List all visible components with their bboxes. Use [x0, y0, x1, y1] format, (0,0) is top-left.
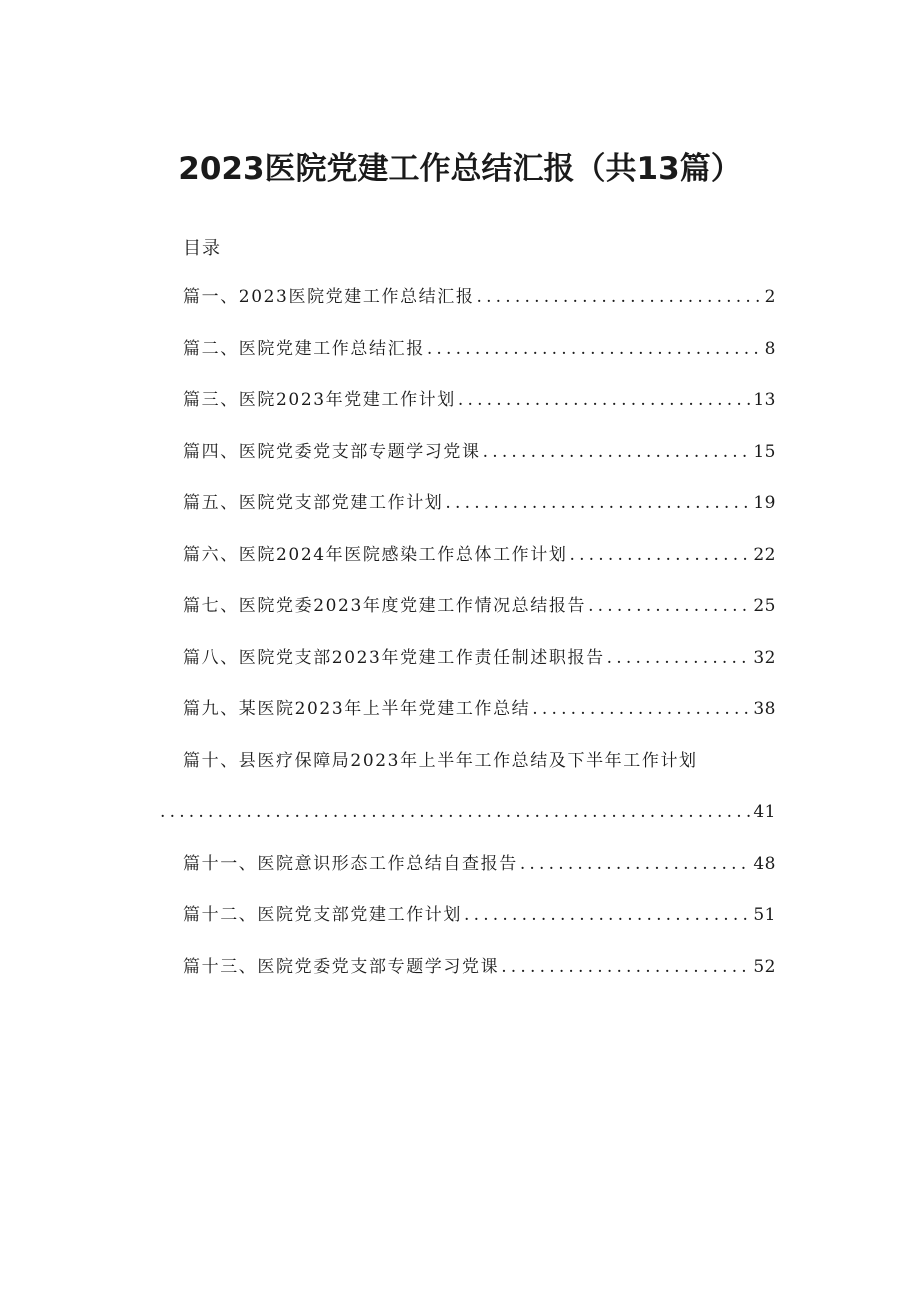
toc-leader-dots [588, 593, 751, 619]
toc-entry-12[interactable] [160, 902, 776, 954]
toc-entry-page: 2 [764, 287, 776, 307]
toc-heading: 目录 [183, 238, 221, 259]
toc-entry-7[interactable] [160, 593, 776, 645]
toc-entry-4[interactable] [160, 439, 776, 491]
toc-leader-dots [532, 696, 751, 722]
toc-leader-dots [607, 645, 752, 671]
toc-entry-page: 48 [753, 853, 776, 874]
toc-entry-page: 8 [764, 338, 776, 359]
toc-entry-page: 38 [753, 699, 776, 719]
toc-entry-label: 篇一、2023医院党建工作总结汇报 [183, 287, 475, 307]
toc-leader-dots [445, 490, 751, 516]
toc-entry-5[interactable] [160, 490, 776, 542]
toc-entry-11[interactable] [160, 851, 776, 903]
toc-entry-label: 篇三、医院2023年党建工作计划 [183, 390, 456, 410]
toc-leader-dots [520, 851, 752, 877]
toc-entry-page: 41 [753, 802, 776, 822]
toc-entry-label: 篇十二、医院党支部党建工作计划 [183, 905, 462, 925]
toc-entry-label: 篇八、医院党支部2023年党建工作责任制述职报告 [183, 647, 605, 668]
toc-entry-page: 52 [753, 956, 776, 977]
toc-entry-1[interactable] [160, 284, 776, 336]
toc-entry-page: 19 [753, 493, 776, 513]
toc-leader-dots [458, 387, 751, 413]
toc-entry-label: 篇二、医院党建工作总结汇报 [183, 338, 425, 359]
toc-entry-page: 15 [753, 441, 776, 462]
toc-entry-13[interactable] [160, 954, 776, 1006]
toc-entry-8[interactable] [160, 645, 776, 697]
toc-entry-label: 篇五、医院党支部党建工作计划 [183, 493, 444, 513]
toc-leader-dots [483, 439, 752, 465]
toc-entry-2[interactable] [160, 336, 776, 388]
toc-entry-6[interactable] [160, 542, 776, 594]
toc-entry-page: 51 [753, 905, 776, 925]
toc-leader-dots [160, 799, 751, 825]
toc-entry-label: 篇九、某医院2023年上半年党建工作总结 [183, 699, 531, 719]
toc-entry-label: 篇四、医院党委党支部专题学习党课 [183, 441, 481, 462]
document-title: 2023医院党建工作总结汇报（共13篇） [178, 151, 742, 187]
toc-entry-label: 篇十一、医院意识形态工作总结自查报告 [183, 853, 518, 874]
toc-entry-continuation [160, 799, 776, 851]
toc-leader-dots [569, 542, 751, 568]
toc-entry-page: 13 [753, 390, 776, 410]
toc-entry-label: 篇六、医院2024年医院感染工作总体工作计划 [183, 544, 568, 565]
toc-leader-dots [501, 954, 751, 980]
toc-leader-dots [464, 902, 751, 928]
toc-entry-page: 22 [753, 544, 776, 565]
toc-entry-page: 25 [753, 596, 776, 616]
toc-entry-label: 篇七、医院党委2023年度党建工作情况总结报告 [183, 596, 587, 616]
toc-entry-3[interactable] [160, 387, 776, 439]
toc-entry-page: 32 [753, 647, 776, 668]
toc-entry-label: 篇十、县医疗保障局2023年上半年工作总结及下半年工作计划 [183, 750, 698, 771]
table-of-contents [160, 284, 776, 1005]
toc-leader-dots [476, 284, 762, 310]
toc-entry-10[interactable] [160, 748, 776, 851]
toc-entry-9[interactable] [160, 696, 776, 748]
toc-leader-dots [427, 336, 763, 362]
toc-entry-label: 篇十三、医院党委党支部专题学习党课 [183, 956, 500, 977]
